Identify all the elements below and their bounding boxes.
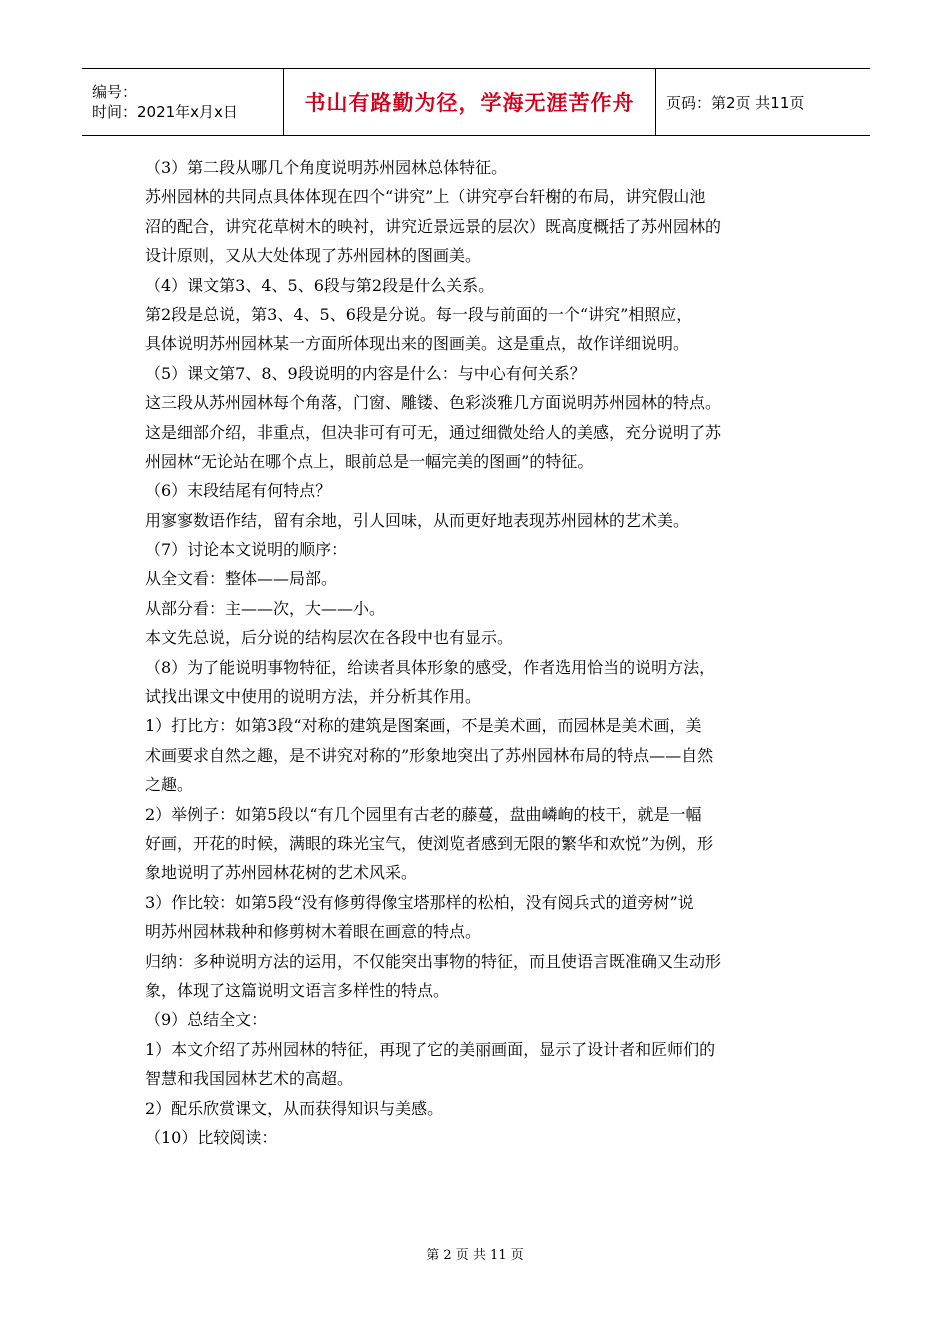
serial-label: 编号： bbox=[92, 83, 138, 101]
motto: 书山有路勤为径，学海无涯苦作舟 bbox=[304, 91, 635, 115]
text-line: （4）课文第3、4、5、6段与第2段是什么关系。 bbox=[145, 275, 495, 295]
header-left-cell bbox=[82, 69, 284, 135]
text-line: （7）讨论本文说明的顺序： bbox=[145, 540, 348, 560]
text-line: 象，体现了这篇说明文语言多样性的特点。 bbox=[145, 980, 450, 1000]
text-line: 本文先总说，后分说的结构层次在各段中也有显示。 bbox=[145, 628, 514, 648]
text-line: 2）举例子：如第5段以“有几个园里有古老的藤蔓，盘曲嶙峋的枝干，就是一幅 bbox=[145, 804, 702, 824]
text-line: 具体说明苏州园林某一方面所体现出来的图画美。这是重点，故作详细说明。 bbox=[145, 334, 690, 354]
text-line: 这三段从苏州园林每个角落，门窗、雕镂、色彩淡雅几方面说明苏州园林的特点。 bbox=[145, 393, 722, 413]
page-footer: 第 2 页 共 11 页 bbox=[426, 1248, 524, 1263]
text-line: 之趣。 bbox=[145, 775, 194, 795]
header-motto-cell bbox=[284, 69, 656, 135]
text-line: 1）打比方：如第3段“对称的建筑是图案画，不是美术画，而园林是美术画，美 bbox=[145, 716, 702, 736]
text-line: （10）比较阅读： bbox=[145, 1127, 278, 1147]
text-line: 1）本文介绍了苏州园林的特征，再现了它的美丽画面，显示了设计者和匠师们的 bbox=[145, 1039, 716, 1059]
text-line: （9）总结全文： bbox=[145, 1010, 268, 1030]
text-line: 智慧和我国园林艺术的高超。 bbox=[145, 1069, 354, 1089]
text-line: （6）末段结尾有何特点？ bbox=[145, 481, 332, 501]
text-line: 试找出课文中使用的说明方法，并分析其作用。 bbox=[145, 687, 482, 707]
body-text bbox=[145, 153, 815, 1152]
page-header bbox=[82, 68, 870, 136]
text-line: 从部分看：主——次，大——小。 bbox=[145, 598, 386, 618]
text-line: 好画，开花的时候，满眼的珠光宝气，使浏览者感到无限的繁华和欢悦”为例，形 bbox=[145, 833, 714, 853]
text-line: 3）作比较：如第5段“没有修剪得像宝塔那样的松柏，没有阅兵式的道旁树”说 bbox=[145, 892, 694, 912]
text-line: 第2段是总说，第3、4、5、6段是分说。每一段与前面的一个“讲究”相照应， bbox=[145, 304, 693, 324]
text-line: 归纳：多种说明方法的运用，不仅能突出事物的特征，而且使语言既准确又生动形 bbox=[145, 951, 722, 971]
text-line: 从全文看：整体——局部。 bbox=[145, 569, 338, 589]
text-line: 用寥寥数语作结，留有余地，引人回味，从而更好地表现苏州园林的艺术美。 bbox=[145, 510, 690, 530]
header-page-cell bbox=[656, 69, 870, 135]
text-line: （5）课文第7、8、9段说明的内容是什么：与中心有何关系？ bbox=[145, 363, 586, 383]
text-line: 术画要求自然之趣，是不讲究对称的”形象地突出了苏州园林布局的特点——自然 bbox=[145, 745, 714, 765]
text-line: 苏州园林的共同点具体体现在四个“讲究”上（讲究亭台轩榭的布局，讲究假山池 bbox=[145, 187, 706, 207]
text-line: 沼的配合，讲究花草树木的映衬，讲究近景远景的层次）既高度概括了苏州园林的 bbox=[145, 216, 722, 236]
text-line: 州园林“无论站在哪个点上，眼前总是一幅完美的图画”的特征。 bbox=[145, 451, 594, 471]
text-line: （3）第二段从哪几个角度说明苏州园林总体特征。 bbox=[145, 158, 508, 177]
text-line: 明苏州园林栽种和修剪树木着眼在画意的特点。 bbox=[145, 922, 482, 942]
text-line: 象地说明了苏州园林花树的艺术风采。 bbox=[145, 863, 418, 883]
text-line: 2）配乐欣赏课文，从而获得知识与美感。 bbox=[145, 1098, 444, 1118]
page-code: 页码：第2页 共11页 bbox=[666, 93, 805, 112]
text-line: 这是细部介绍，非重点，但决非可有可无，通过细微处给人的美感，充分说明了苏 bbox=[145, 422, 722, 442]
text-line: 设计原则，又从大处体现了苏州园林的图画美。 bbox=[145, 246, 482, 266]
text-line: （8）为了能说明事物特征，给读者具体形象的感受，作者选用恰当的说明方法， bbox=[145, 657, 716, 677]
time-label: 时间：2021年x月x日 bbox=[92, 103, 238, 121]
